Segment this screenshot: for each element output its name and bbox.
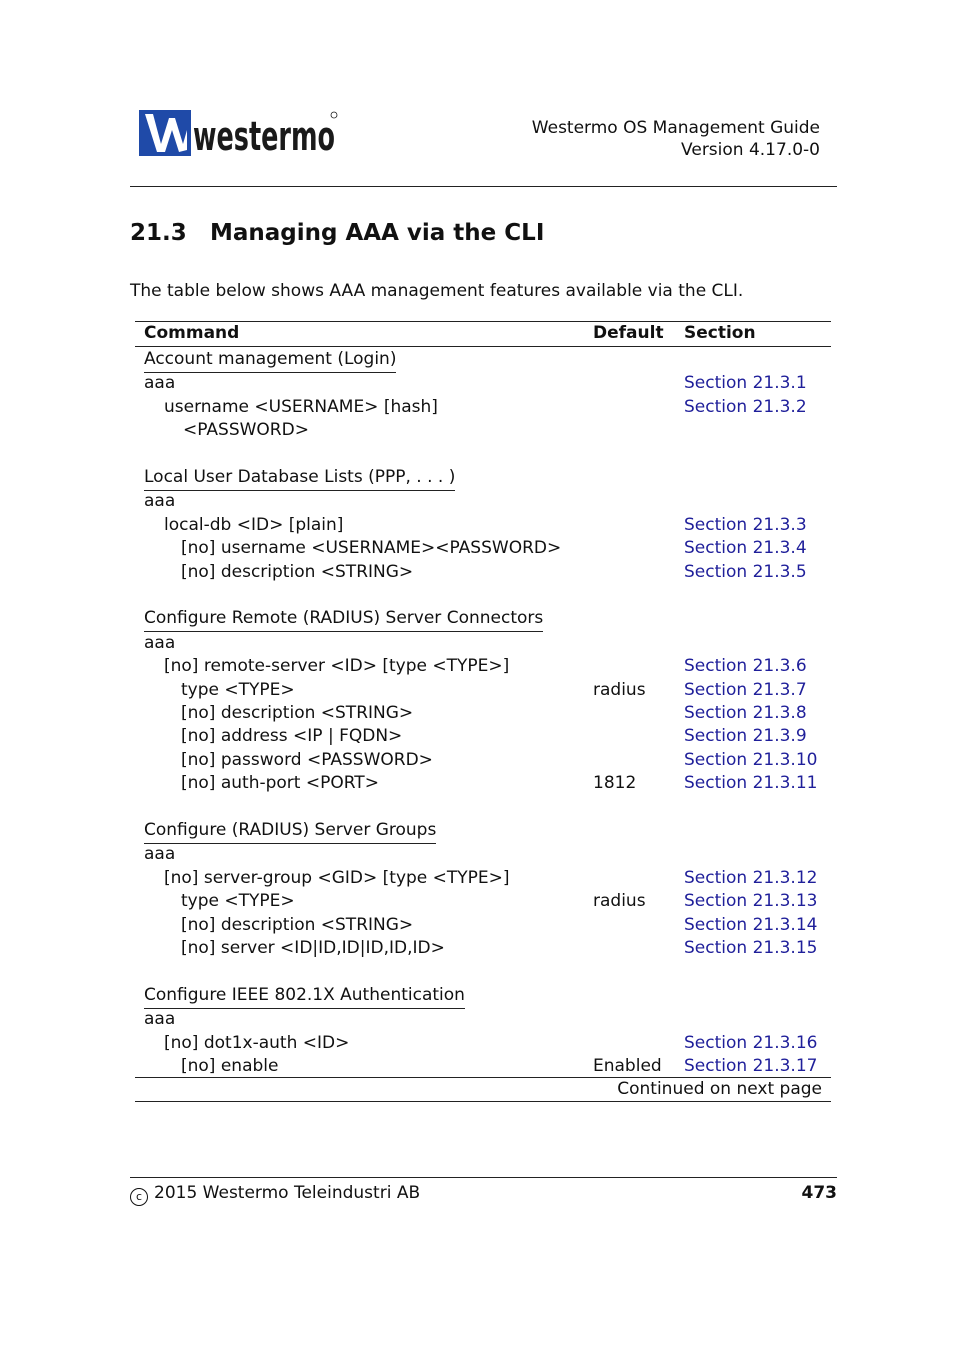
default-cell: radius	[593, 891, 646, 912]
header-default: Default	[593, 323, 664, 343]
section-link[interactable]: Section 21.3.12	[684, 867, 818, 888]
table-footer	[135, 1077, 831, 1102]
command-cell: [no] description <STRING>	[181, 703, 414, 723]
default-cell: radius	[593, 679, 646, 700]
guide-title: Westermo OS Management Guide	[531, 118, 820, 138]
intro-paragraph: The table below shows AAA management features available via the CLI.	[130, 281, 744, 301]
table-row	[135, 725, 831, 748]
command-cell: local-db <ID> [plain]	[164, 514, 344, 535]
command-cell: [no] description <STRING>	[181, 914, 414, 935]
header-rule	[130, 186, 837, 187]
section-title: Managing AAA via the CLI	[210, 220, 545, 246]
table-row	[135, 772, 831, 795]
section-link[interactable]: Section 21.3.10	[684, 749, 818, 770]
command-cell: type <TYPE>	[181, 891, 295, 912]
table-row	[135, 1055, 831, 1078]
table-row	[135, 679, 831, 702]
group-title: Configure IEEE 802.1X Authentication	[144, 984, 465, 1009]
table-row	[135, 914, 831, 937]
default-cell: Enabled	[593, 1056, 662, 1076]
command-cell: aaa	[144, 373, 176, 394]
table-row	[135, 1008, 831, 1031]
footer-rule	[130, 1177, 837, 1178]
header-section: Section	[684, 323, 756, 343]
section-link[interactable]: Section 21.3.15	[684, 938, 818, 958]
group-title: Configure Remote (RADIUS) Server Connectors	[144, 607, 543, 632]
command-cell: [no] username <USERNAME><PASSWORD>	[181, 538, 562, 559]
section-link[interactable]: Section 21.3.16	[684, 1032, 818, 1053]
section-number: 21.3	[130, 220, 187, 246]
section-link[interactable]: Section 21.3.14	[684, 914, 818, 935]
section-link[interactable]: Section 21.3.17	[684, 1056, 818, 1076]
table-row	[135, 890, 831, 913]
command-cell: <PASSWORD>	[183, 420, 309, 441]
section-link[interactable]: Section 21.3.7	[684, 679, 807, 700]
command-cell: username <USERNAME> [hash]	[164, 396, 438, 417]
table-row	[135, 537, 831, 560]
section-link[interactable]: Section 21.3.3	[684, 514, 807, 535]
command-cell: [no] description <STRING>	[181, 561, 414, 582]
table-row	[135, 632, 831, 655]
section-link[interactable]: Section 21.3.6	[684, 656, 807, 677]
copyright-icon: c	[130, 1188, 148, 1206]
command-cell: [no] dot1x-auth <ID>	[164, 1032, 350, 1053]
table-row	[135, 372, 831, 395]
section-link[interactable]: Section 21.3.8	[684, 703, 807, 723]
command-cell: [no] address <IP | FQDN>	[181, 726, 403, 747]
table-row	[135, 749, 831, 772]
group-title: Configure (RADIUS) Server Groups	[144, 819, 436, 844]
continued-note: Continued on next page	[617, 1079, 822, 1099]
westermo-logo	[139, 110, 339, 158]
section-link[interactable]: Section 21.3.4	[684, 538, 807, 559]
table-body	[135, 347, 831, 1077]
logo-wordmark: westermo	[193, 114, 335, 160]
footer-copyright	[130, 1183, 420, 1206]
default-cell: 1812	[593, 773, 637, 794]
section-link[interactable]: Section 21.3.5	[684, 561, 807, 582]
table-row	[135, 655, 831, 678]
section-link[interactable]: Section 21.3.1	[684, 373, 807, 394]
table-row	[135, 867, 831, 890]
aaa-command-table	[135, 321, 831, 1102]
table-row	[135, 843, 831, 866]
table-row	[135, 419, 831, 442]
command-cell: [no] server-group <GID> [type <TYPE>]	[164, 867, 510, 888]
table-row	[135, 514, 831, 537]
table-row	[135, 702, 831, 725]
command-cell: [no] server <ID|ID,ID|ID,ID,ID>	[181, 938, 445, 958]
command-cell: aaa	[144, 1009, 176, 1030]
section-link[interactable]: Section 21.3.11	[684, 773, 818, 794]
command-cell: aaa	[144, 632, 176, 653]
command-cell: type <TYPE>	[181, 679, 295, 700]
document-header	[532, 117, 820, 161]
table-row	[135, 561, 831, 584]
page-number: 473	[801, 1183, 837, 1203]
table-row	[135, 490, 831, 513]
command-cell: [no] password <PASSWORD>	[181, 749, 433, 770]
header-command: Command	[144, 323, 240, 343]
group-title: Local User Database Lists (PPP, . . . )	[144, 466, 455, 491]
section-link[interactable]: Section 21.3.9	[684, 726, 807, 747]
table-row	[135, 1032, 831, 1055]
command-cell: aaa	[144, 491, 176, 512]
command-cell: aaa	[144, 844, 176, 865]
table-row	[135, 937, 831, 960]
table-header	[135, 322, 831, 347]
copyright-text: 2015 Westermo Teleindustri AB	[154, 1183, 421, 1203]
command-cell: [no] remote-server <ID> [type <TYPE>]	[164, 656, 510, 677]
section-heading	[130, 220, 544, 246]
command-cell: [no] enable	[181, 1056, 279, 1076]
table-row	[135, 396, 831, 419]
section-link[interactable]: Section 21.3.2	[684, 396, 807, 417]
command-cell: [no] auth-port <PORT>	[181, 773, 379, 794]
section-link[interactable]: Section 21.3.13	[684, 891, 818, 912]
group-title: Account management (Login)	[144, 348, 396, 373]
guide-version: Version 4.17.0-0	[681, 140, 820, 160]
